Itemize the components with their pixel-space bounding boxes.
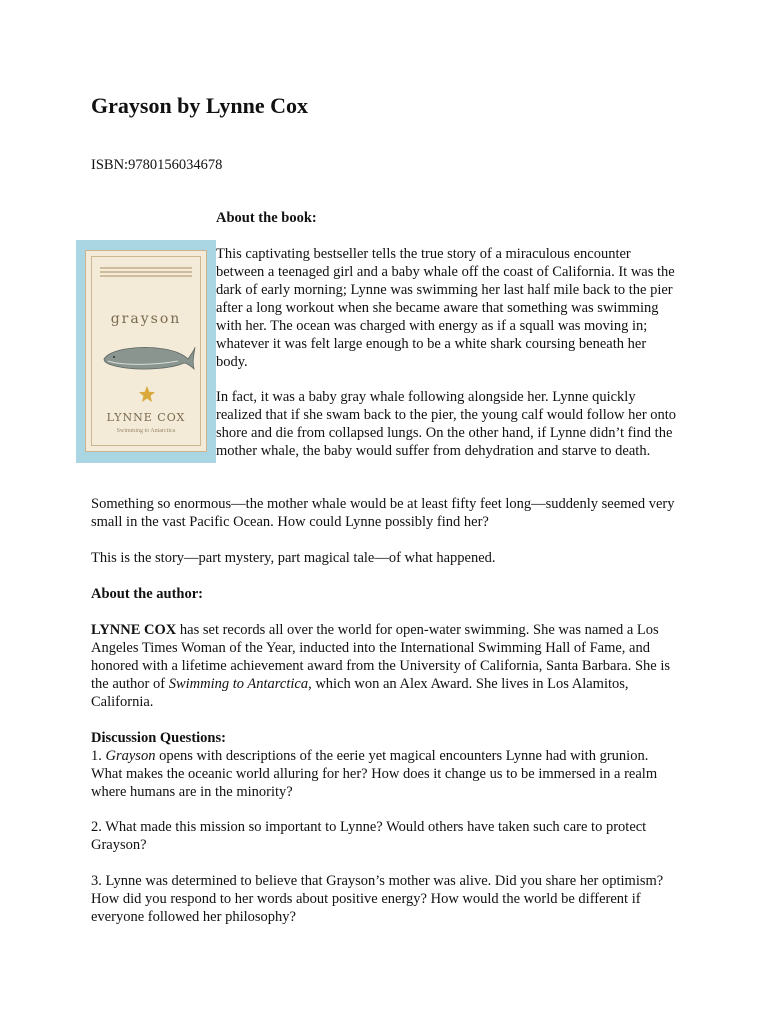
starfish-icon [138, 385, 156, 403]
discussion-question-2: 2. What made this mission so important to Lynne? Would others have taken such care to protect Grayson? [91, 819, 647, 853]
question-1-number: 1. [91, 748, 106, 764]
isbn-line: ISBN:9780156034678 [91, 157, 223, 173]
author-book-title: Swimming to Antarctica [168, 676, 309, 692]
discussion-question-1 [91, 747, 681, 801]
about-book-heading: About the book: [216, 210, 317, 226]
about-book-paragraph-3: Something so enormous—the mother whale would be at least fifty feet long—suddenly seemed very small in the vast Pacific Ocean. How could Lynne possibly find her? [91, 496, 675, 530]
book-cover-image [76, 240, 216, 463]
cover-blurb-lines [100, 265, 192, 279]
question-1-book-title: Grayson [105, 748, 156, 764]
cover-paper [85, 250, 207, 452]
about-author-paragraph [91, 621, 681, 711]
about-book-paragraph-2: In fact, it was a baby gray whale following alongside her. Lynne quickly realized that if she swam back to the pier, the young calf would follow her onto shore and die from collapsed lungs. On the other hand, if Lynne didn’t find the mother whale, the baby would suffer from dehydration and starve to death. [216, 389, 677, 459]
discussion-heading: Discussion Questions: [91, 730, 226, 746]
discussion-question-3: 3. Lynne was determined to believe that Grayson’s mother was alive. Did you share her optimism? How did you respond to her words about positive energy? How would the world be different if everyone followed her philosophy? [91, 873, 664, 925]
document-title: Grayson by Lynne Cox [91, 93, 308, 118]
author-name: LYNNE COX [91, 622, 177, 638]
cover-author: LYNNE COX [106, 411, 186, 424]
whale-illustration [100, 339, 196, 377]
about-book-paragraph-4: This is the story—part mystery, part magical tale—of what happened. [91, 550, 496, 566]
question-1-text: opens with descriptions of the eerie yet magical encounters Lynne had with grunion. What makes the oceanic world alluring for her? How does it change us to be immersed in a realm where humans are in the minority? [91, 748, 658, 800]
about-book-paragraph-1: This captivating bestseller tells the true story of a miraculous encounter between a teenaged girl and a baby whale off the coast of California. It was the dark of early morning; Lynne was swimming her last half mile back to the pier after a long workout when she became aware that something was swimming with her. The ocean was charged with energy as if a squall was moving in; whatever it was felt large enough to be a white shark coursing beneath her body. [216, 246, 675, 370]
about-author-heading: About the author: [91, 586, 203, 602]
cover-title: grayson [110, 311, 182, 327]
author-text-b: , which won an Alex Award. She lives in Los Alamitos, California. [91, 676, 629, 710]
cover-subtitle: Swimming to Antarctica [116, 428, 176, 434]
author-text-a: has set records all over the world for open-water swimming. She was named a Los Angeles Times Woman of the Year, inducted into the International Swimming Hall of Fame, and honored with a lifetime achievement award from the University of California, Santa Barbara. She is the author of [91, 622, 671, 692]
